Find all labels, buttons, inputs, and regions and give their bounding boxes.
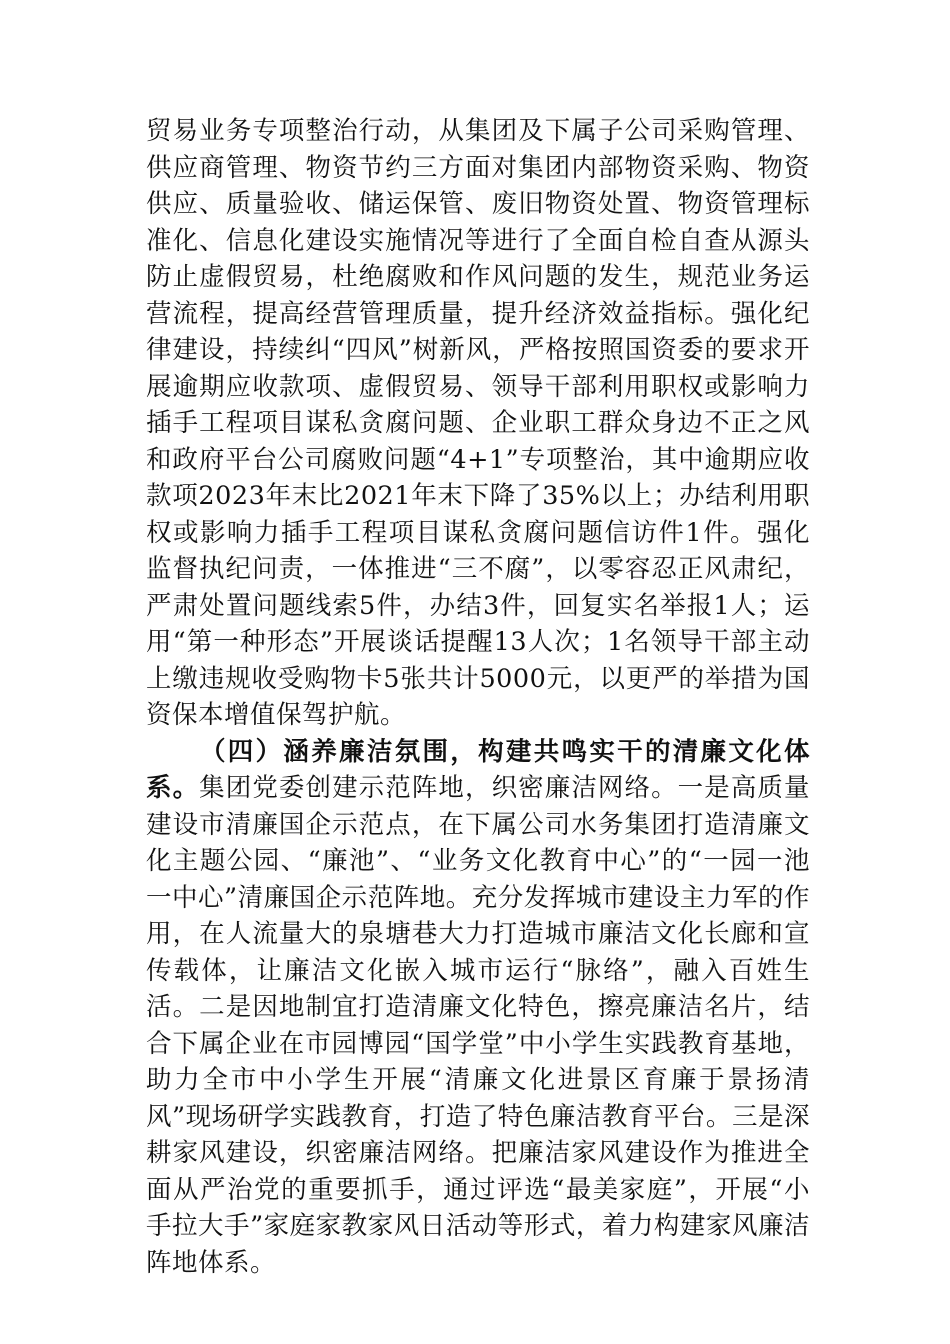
section-heading: （四）涵养廉洁氛围，构建共鸣实干的清廉文化体系。 [146,736,810,803]
body-paragraph-1 [146,113,810,734]
document-page [146,113,810,1281]
paragraph-2-text: 集团党委创建示范阵地，织密廉洁网络。一是高质量建设市清廉国企示范点，在下属公司水务集团打造清廉文化主题公园、“廉池”、“业务文化教育中心”的“一园一池一中心”清廉国企示范阵地。充分发挥城市建设主力军的作用，在人流量大的泉塘巷大力打造城市廉洁文化长廊和宣传载体，让廉洁文化嵌入城市运行“脉络”，融入百姓生活。二是因地制宜打造清廉文化特色，擦亮廉洁名片，结合下属企业在市园博园“国学堂”中小学生实践教育基地，助力全市中小学生开展“清廉文化进景区育廉于景扬清风”现场研学实践教育，打造了特色廉洁教育平台。三是深耕家风建设，织密廉洁网络。把廉洁家风建设作为推进全面从严治党的重要抓手，通过评选“最美家庭”，开展“小手拉大手”家庭家教家风日活动等形式，着力构建家风廉洁阵地体系。 [146,773,810,1278]
paragraph-1-text: 贸易业务专项整治行动，从集团及下属子公司采购管理、供应商管理、物资节约三方面对集团内部物资采购、物资供应、质量验收、储运保管、废旧物资处置、物资管理标准化、信息化建设实施情况等进行了全面自检自查从源头防止虚假贸易，杜绝腐败和作风问题的发生，规范业务运营流程，提高经营管理质量，提升经济效益指标。强化纪律建设，持续纠“四风”树新风，严格按照国资委的要求开展逾期应收款项、虚假贸易、领导干部利用职权或影响力插手工程项目谋私贪腐问题、企业职工群众身边不正之风和政府平台公司腐败问题“4+1”专项整治，其中逾期应收款项2023年末比2021年末下降了35%以上；办结利用职权或影响力插手工程项目谋私贪腐问题信访件1件。强化监督执纪问责，一体推进“三不腐”，以零容忍正风肃纪，严肃处置问题线索5件，办结3件，回复实名举报1人；运用“第一种形态”开展谈话提醒13人次；1名领导干部主动上缴违规收受购物卡5张共计5000元，以更严的举措为国资保本增值保驾护航。 [146,116,810,730]
body-paragraph-2 [146,734,810,1282]
